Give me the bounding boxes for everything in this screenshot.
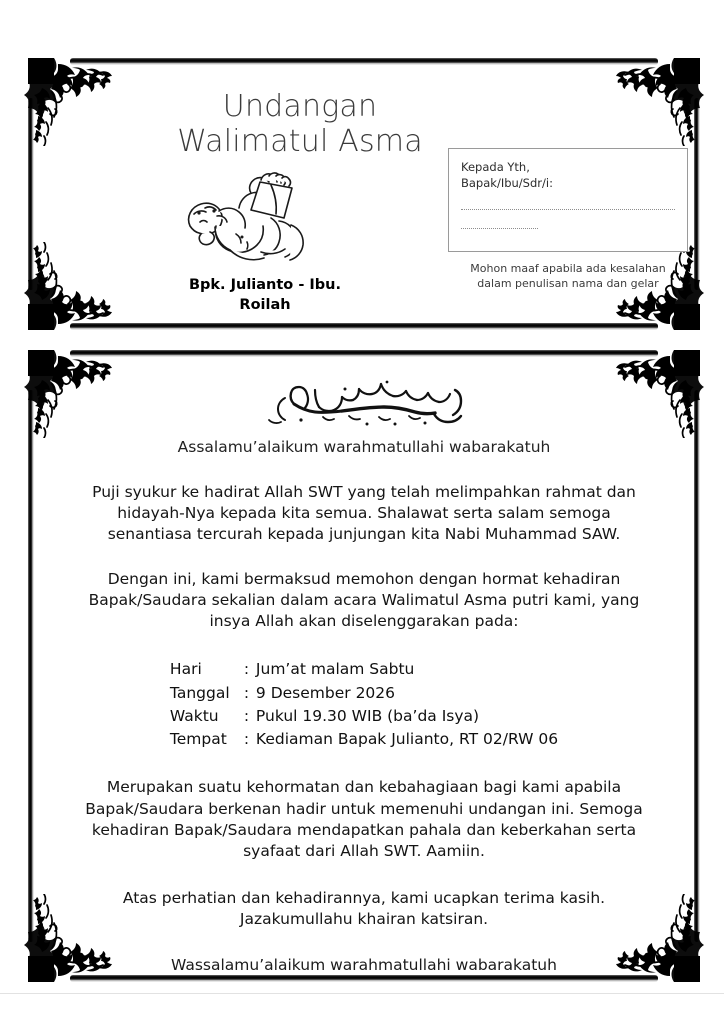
wassalam-closing: Wassalamu’alaikum warahmatullahi wabarakatuh bbox=[171, 955, 557, 974]
frame-edge-right bbox=[694, 390, 700, 942]
detail-label: Hari bbox=[169, 660, 202, 679]
paragraph-thanks: Atas perhatian dan kehadirannya, kami ucapkan terima kasih. Jazakumullahu khairan katsiran. bbox=[122, 888, 606, 928]
recipient-address-box[interactable] bbox=[448, 148, 688, 252]
parents-names bbox=[120, 276, 410, 315]
detail-row bbox=[170, 728, 558, 751]
recipient-head-line-1: Kepada Yth, bbox=[461, 160, 530, 174]
recipient-name-line-short[interactable] bbox=[461, 227, 538, 229]
detail-label: Waktu bbox=[169, 706, 219, 725]
title-line-2: Walimatul Asma bbox=[177, 123, 423, 159]
page-title bbox=[150, 90, 450, 160]
invitation-card-top bbox=[28, 58, 700, 330]
paragraph-invitation: Dengan ini, kami bermaksud memohon dengan hormat kehadiran Bapak/Saudara sekalian dalam acara Walimatul Asma putri kami, yang insya Allah akan diselenggarakan pada: bbox=[88, 570, 640, 631]
title-line-1: Undangan bbox=[222, 89, 378, 124]
page-bottom-edge bbox=[0, 993, 724, 994]
detail-value: Pukul 19.30 WIB (ba’da Isya) bbox=[255, 706, 480, 725]
detail-row bbox=[170, 658, 558, 681]
detail-colon: : bbox=[243, 730, 250, 749]
frame-edge-bottom bbox=[70, 323, 658, 330]
recipient-head-line-2: Bapak/Ibu/Sdr/i: bbox=[461, 175, 553, 190]
frame-edge-top bbox=[70, 58, 658, 65]
paragraph-praise: Puji syukur ke hadirat Allah SWT yang telah melimpahkan rahmat dan hidayah-Nya kepada kita semua. Shalawat serta salam semoga senantiasa tercurah kepada junjungan kita Nabi Muhammad SAW. bbox=[92, 483, 636, 544]
detail-value: Jum’at malam Sabtu bbox=[255, 660, 415, 679]
apology-note-line-1: Mohon maaf apabila ada kesalahan bbox=[470, 262, 666, 275]
event-details bbox=[170, 658, 558, 751]
invitation-card-bottom bbox=[28, 350, 700, 982]
recipient-address-block bbox=[448, 148, 688, 292]
detail-row bbox=[170, 705, 558, 728]
apology-note bbox=[448, 262, 688, 292]
detail-colon: : bbox=[243, 683, 250, 702]
detail-label: Tanggal bbox=[169, 683, 230, 702]
detail-row bbox=[170, 682, 558, 705]
recipient-name-line[interactable] bbox=[461, 208, 675, 210]
paragraph-honor: Merupakan suatu kehormatan dan kebahagiaan bagi kami apabila Bapak/Saudara berkenan hadir untuk memenuhi undangan ini. Semoga kehadiran Bapak/Saudara mendapatkan pahala dan keberkahan serta syafaat dari Allah SWT. Aamiin. bbox=[85, 778, 643, 860]
frame-edge-bottom bbox=[70, 975, 658, 982]
apology-note-line-2: dalam penulisan nama dan gelar bbox=[477, 276, 659, 290]
frame-edge-top bbox=[70, 350, 658, 357]
detail-value: 9 Desember 2026 bbox=[255, 683, 396, 702]
parents-line-2: Roilah bbox=[239, 296, 291, 313]
detail-colon: : bbox=[243, 706, 250, 725]
detail-colon: : bbox=[243, 660, 250, 679]
baby-reading-book-icon bbox=[172, 164, 332, 266]
detail-value: Kediaman Bapak Julianto, RT 02/RW 06 bbox=[255, 730, 559, 749]
parents-line-1: Bpk. Julianto - Ibu. bbox=[188, 277, 341, 293]
salam-greeting: Assalamu’alaikum warahmatullahi wabarakatuh bbox=[177, 438, 551, 456]
frame-edge-left bbox=[28, 390, 34, 942]
detail-label: Tempat bbox=[169, 730, 227, 749]
bismillah-calligraphy-icon bbox=[249, 380, 479, 436]
